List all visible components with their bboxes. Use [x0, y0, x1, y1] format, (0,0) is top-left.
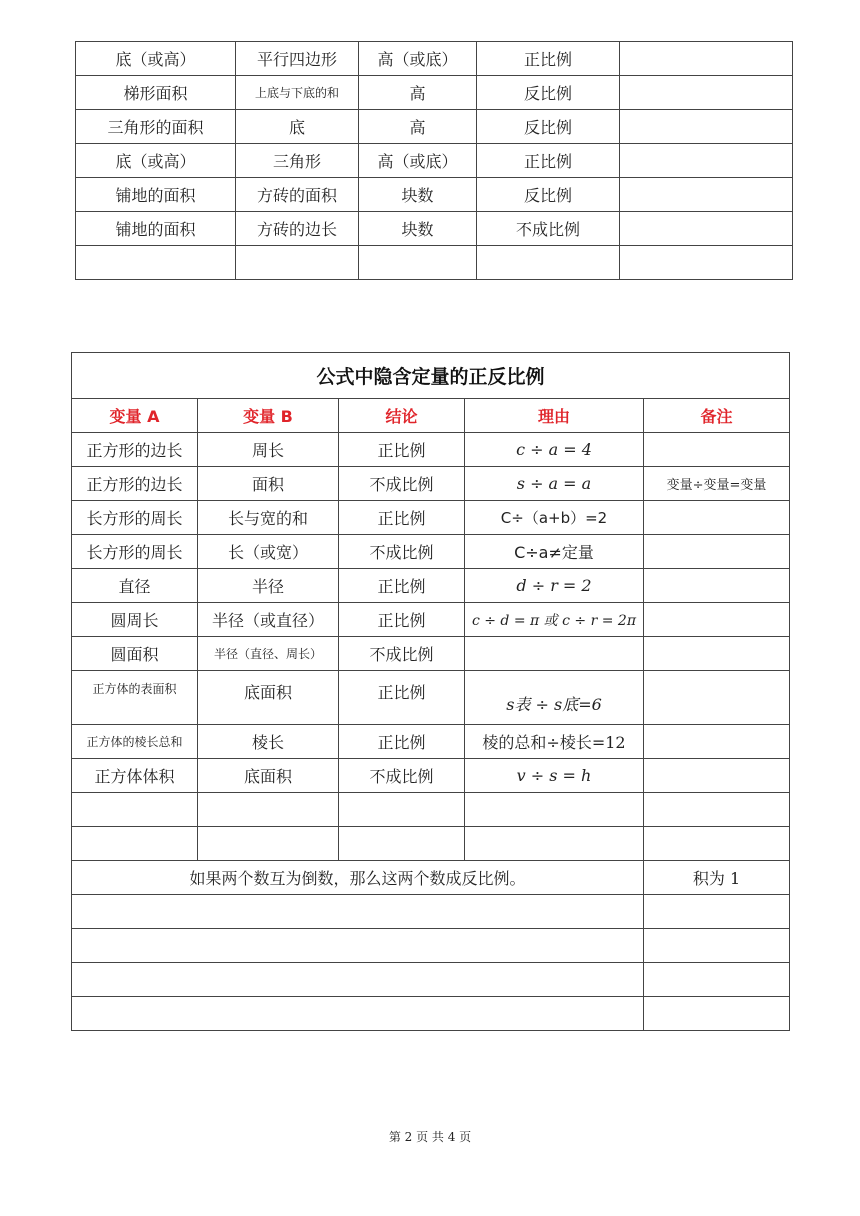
- statement-cell: 如果两个数互为倒数，那么这两个数成反比例。: [72, 861, 644, 895]
- table-title: 公式中隐含定量的正反比例: [72, 353, 790, 399]
- table-cell: 正比例: [339, 671, 465, 725]
- table-row: [72, 433, 790, 467]
- table-cell: 正方形的边长: [72, 467, 198, 501]
- table-cell: 反比例: [477, 178, 620, 212]
- table-cell: [644, 793, 790, 827]
- table-row: [72, 671, 790, 725]
- table-cell: 三角形的面积: [76, 110, 236, 144]
- table-cell: [644, 725, 790, 759]
- table-cell: 块数: [359, 178, 477, 212]
- table-cell: 梯形面积: [76, 76, 236, 110]
- blank-cell: [72, 929, 644, 963]
- table-cell: 上底与下底的和: [236, 76, 359, 110]
- table-cell: [359, 246, 477, 280]
- table-cell: 铺地的面积: [76, 212, 236, 246]
- table-cell: [72, 793, 198, 827]
- table-cell: 长方形的周长: [72, 535, 198, 569]
- table-cell: 方砖的面积: [236, 178, 359, 212]
- table-cell: [620, 246, 793, 280]
- statement-note-cell: 积为 1: [644, 861, 790, 895]
- table-cell: 正比例: [339, 501, 465, 535]
- blank-cell: [644, 997, 790, 1031]
- table-cell: 高: [359, 110, 477, 144]
- table-row: [76, 178, 793, 212]
- table-cell: 底（或高）: [76, 42, 236, 76]
- table-cell: 反比例: [477, 76, 620, 110]
- table-cell: [644, 569, 790, 603]
- table-cell: [620, 42, 793, 76]
- table-cell: [198, 827, 339, 861]
- table-cell: 正方体的表面积: [72, 671, 198, 725]
- table-cell: 底面积: [198, 671, 339, 725]
- blank-cell: [644, 963, 790, 997]
- table-cell: [72, 827, 198, 861]
- table-row: [72, 793, 790, 827]
- blank-cell: [644, 929, 790, 963]
- table-cell: d ÷ r = 2: [465, 569, 644, 603]
- blank-row: [72, 963, 790, 997]
- blank-row: [72, 929, 790, 963]
- table-row: [76, 212, 793, 246]
- table-cell: 半径: [198, 569, 339, 603]
- table-cell: 长（或宽）: [198, 535, 339, 569]
- table-cell: 半径（或直径）: [198, 603, 339, 637]
- table-cell: s ÷ a = a: [465, 467, 644, 501]
- table-cell: [644, 671, 790, 725]
- table-cell: 底（或高）: [76, 144, 236, 178]
- table-row: [72, 569, 790, 603]
- blank-cell: [72, 963, 644, 997]
- table-cell: 不成比例: [477, 212, 620, 246]
- top-table: [75, 41, 793, 280]
- table-row: [76, 144, 793, 178]
- table-cell: 正方体的棱长总和: [72, 725, 198, 759]
- table-cell: 棱的总和÷棱长=12: [465, 725, 644, 759]
- table-cell: 棱长: [198, 725, 339, 759]
- table-row: [72, 535, 790, 569]
- table-cell: [465, 827, 644, 861]
- table-cell: C÷a≠定量: [465, 535, 644, 569]
- table-cell: 反比例: [477, 110, 620, 144]
- table-row: [72, 467, 790, 501]
- table-cell: 正比例: [477, 144, 620, 178]
- table-row: [72, 637, 790, 671]
- table-cell: 方砖的边长: [236, 212, 359, 246]
- table-cell: 正方体体积: [72, 759, 198, 793]
- table-cell: [620, 76, 793, 110]
- table-cell: 底面积: [198, 759, 339, 793]
- table-row: [76, 246, 793, 280]
- table-cell: [620, 144, 793, 178]
- table-cell: 高（或底）: [359, 42, 477, 76]
- table-cell: [644, 827, 790, 861]
- table-cell: [236, 246, 359, 280]
- table-cell: 面积: [198, 467, 339, 501]
- table-cell: [339, 793, 465, 827]
- table-header-row: [72, 399, 790, 433]
- table-row: [76, 42, 793, 76]
- table-cell: 正比例: [339, 725, 465, 759]
- table-cell: 铺地的面积: [76, 178, 236, 212]
- table-cell: [620, 212, 793, 246]
- table-cell: [477, 246, 620, 280]
- table-cell: 不成比例: [339, 759, 465, 793]
- table-cell: [644, 501, 790, 535]
- table-cell: v ÷ s = h: [465, 759, 644, 793]
- blank-row: [72, 895, 790, 929]
- table-cell: 正比例: [477, 42, 620, 76]
- header-variable-b: 变量 B: [198, 399, 339, 433]
- table-row: [76, 110, 793, 144]
- table-cell: 圆面积: [72, 637, 198, 671]
- table-cell: [620, 178, 793, 212]
- table-cell: 半径（直径、周长）: [198, 637, 339, 671]
- table-row: [76, 76, 793, 110]
- table-cell: [644, 535, 790, 569]
- blank-row: [72, 997, 790, 1031]
- table-cell: c ÷ d = π 或 c ÷ r = 2π: [465, 603, 644, 637]
- table-cell: [644, 433, 790, 467]
- table-cell: 直径: [72, 569, 198, 603]
- blank-cell: [72, 895, 644, 929]
- table-cell: [644, 603, 790, 637]
- table-cell: [465, 793, 644, 827]
- table-cell: 正比例: [339, 569, 465, 603]
- table-cell: 长方形的周长: [72, 501, 198, 535]
- table-cell: 周长: [198, 433, 339, 467]
- table-cell: 高: [359, 76, 477, 110]
- table-cell: s表 ÷ s底=6: [465, 671, 644, 725]
- table-cell: 高（或底）: [359, 144, 477, 178]
- table-cell: 块数: [359, 212, 477, 246]
- statement-row: [72, 861, 790, 895]
- table-cell: [620, 110, 793, 144]
- table-title-row: [72, 353, 790, 399]
- table-cell: [198, 793, 339, 827]
- table-cell: 正方形的边长: [72, 433, 198, 467]
- table-cell: 正比例: [339, 603, 465, 637]
- table-row: [72, 827, 790, 861]
- table-cell: 三角形: [236, 144, 359, 178]
- table-cell: C÷（a+b）=2: [465, 501, 644, 535]
- table-cell: 平行四边形: [236, 42, 359, 76]
- table-cell: 不成比例: [339, 467, 465, 501]
- table-cell: 长与宽的和: [198, 501, 339, 535]
- table-row: [72, 501, 790, 535]
- header-variable-a: 变量 A: [72, 399, 198, 433]
- table-cell: [339, 827, 465, 861]
- header-reason: 理由: [465, 399, 644, 433]
- page-footer: 第 2 页 共 4 页: [388, 1130, 472, 1144]
- table-cell: 不成比例: [339, 535, 465, 569]
- table-cell: [465, 637, 644, 671]
- blank-cell: [72, 997, 644, 1031]
- table-cell: 变量÷变量=变量: [644, 467, 790, 501]
- main-table: [71, 352, 790, 1031]
- table-row: [72, 725, 790, 759]
- table-cell: 圆周长: [72, 603, 198, 637]
- table-row: [72, 603, 790, 637]
- header-conclusion: 结论: [339, 399, 465, 433]
- header-note: 备注: [644, 399, 790, 433]
- table-cell: 正比例: [339, 433, 465, 467]
- table-row: [72, 759, 790, 793]
- blank-cell: [644, 895, 790, 929]
- table-cell: [644, 759, 790, 793]
- table-cell: [76, 246, 236, 280]
- table-cell: [644, 637, 790, 671]
- table-cell: 不成比例: [339, 637, 465, 671]
- table-cell: c ÷ a = 4: [465, 433, 644, 467]
- table-cell: 底: [236, 110, 359, 144]
